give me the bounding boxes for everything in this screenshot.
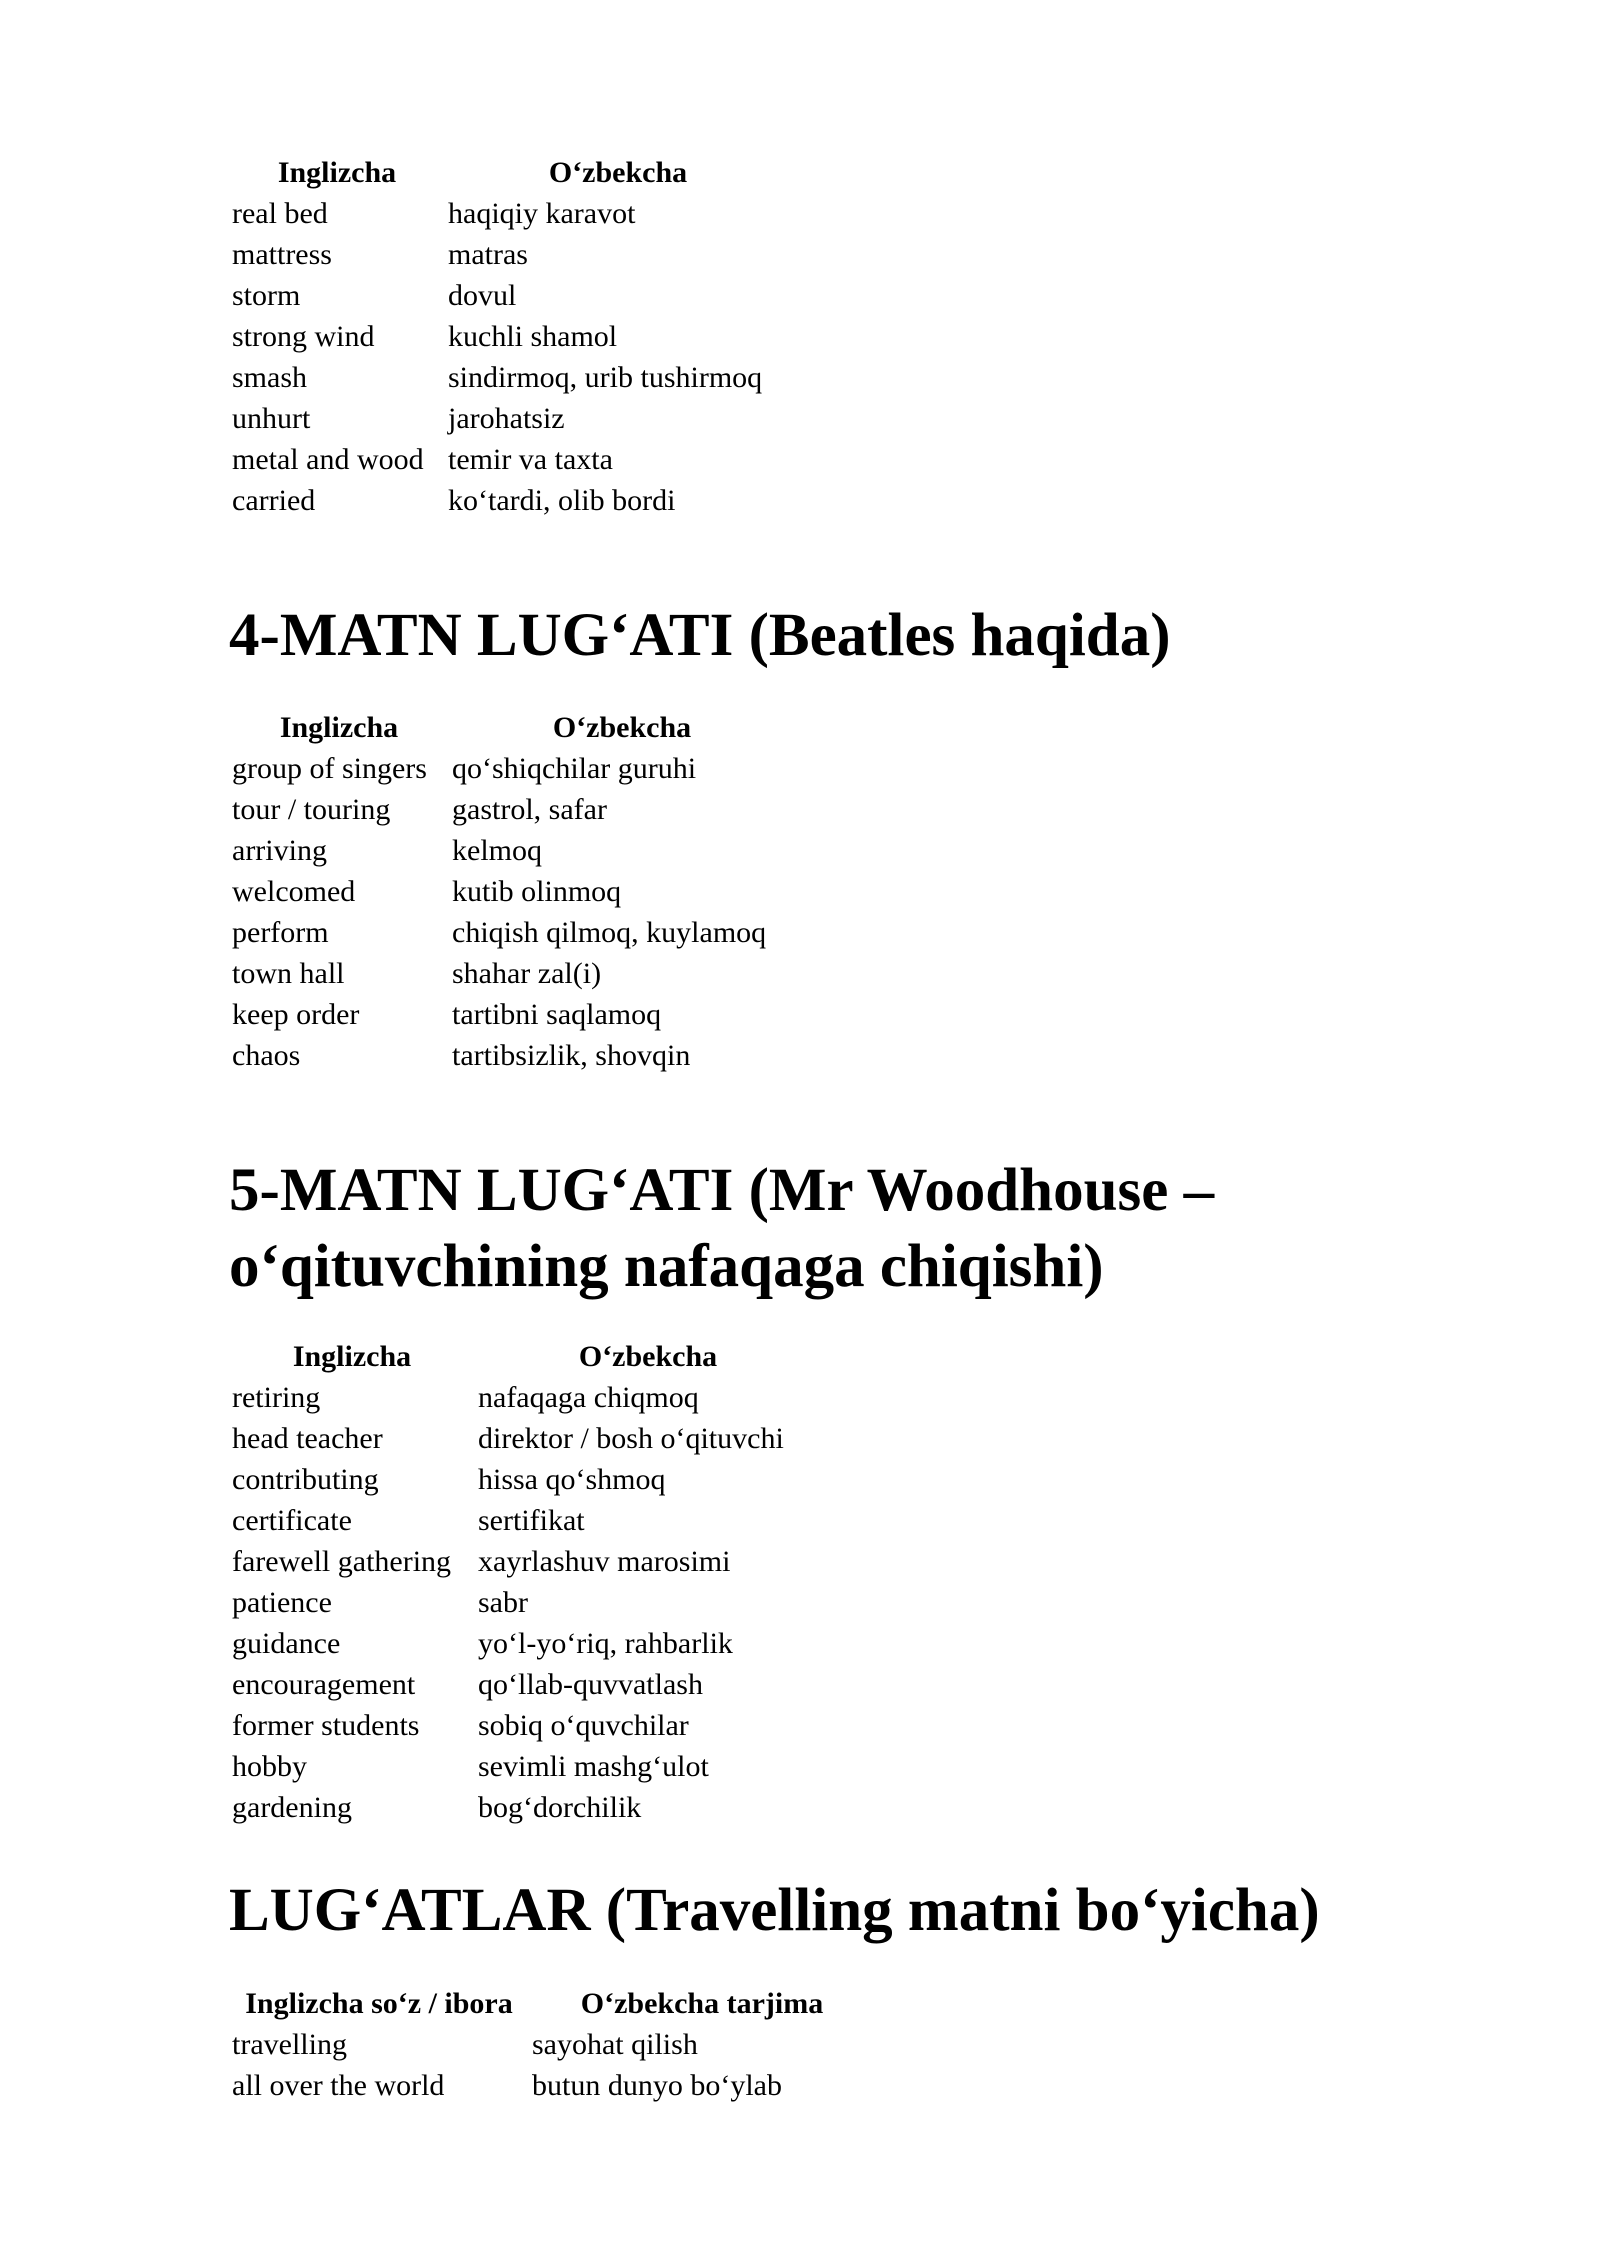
table-row: [229, 789, 795, 830]
english-term: storm: [232, 279, 301, 312]
table-row: [229, 994, 795, 1035]
uzbek-term: sayohat qilish: [532, 2028, 698, 2061]
uzbek-term: ko‘tardi, olib bordi: [448, 484, 676, 517]
vocab-table-3: [229, 152, 791, 521]
table-row: [229, 1705, 821, 1746]
uzbek-term: sabr: [478, 1586, 528, 1619]
english-term: town hall: [232, 957, 345, 990]
uzbek-term: qo‘llab-quvvatlash: [478, 1668, 703, 1701]
table-row: [229, 2065, 875, 2106]
section-heading-5: 5-MATN LUG‘ATI (Mr Woodhouse – o‘qituvchining nafaqaga chiqishi): [229, 1157, 1215, 1300]
section-heading-6: LUG‘ATLAR (Travelling matni bo‘yicha): [229, 1877, 1320, 1944]
english-term: farewell gathering: [232, 1545, 452, 1578]
section-heading-4: 4-MATN LUG‘ATI (Beatles haqida): [229, 602, 1171, 669]
vocab-table-5: [229, 1336, 821, 1828]
column-header-english: Inglizcha so‘z / ibora: [245, 1987, 513, 2020]
table-row: [229, 193, 791, 234]
table-row: [229, 748, 795, 789]
english-term: travelling: [232, 2028, 347, 2061]
uzbek-term: yo‘l-yo‘riq, rahbarlik: [478, 1627, 733, 1660]
table-row: [229, 234, 791, 275]
vocab-table-6: [229, 1983, 875, 2106]
table-row: [229, 1035, 795, 1076]
uzbek-term: haqiqiy karavot: [448, 197, 636, 230]
column-header-uzbek: O‘zbekcha: [548, 156, 688, 189]
english-term: group of singers: [232, 752, 427, 785]
uzbek-term: shahar zal(i): [452, 957, 602, 990]
table-row: [229, 1377, 821, 1418]
uzbek-term: temir va taxta: [448, 443, 613, 476]
english-term: metal and wood: [232, 443, 424, 476]
english-term: carried: [232, 484, 316, 517]
english-term: all over the world: [232, 2069, 445, 2102]
table-row: [229, 439, 791, 480]
table-header-row: [229, 1336, 821, 1377]
english-term: keep order: [232, 998, 360, 1031]
english-term: patience: [232, 1586, 332, 1619]
uzbek-term: tartibsizlik, shovqin: [452, 1039, 691, 1072]
english-term: chaos: [232, 1039, 301, 1072]
english-term: certificate: [232, 1504, 352, 1537]
table-row: [229, 1746, 821, 1787]
uzbek-term: nafaqaga chiqmoq: [478, 1381, 699, 1414]
table-row: [229, 1500, 821, 1541]
table-row: [229, 398, 791, 439]
english-term: tour / touring: [232, 793, 391, 826]
english-term: mattress: [232, 238, 332, 271]
uzbek-term: matras: [448, 238, 528, 271]
uzbek-term: chiqish qilmoq, kuylamoq: [452, 916, 767, 949]
table-row: [229, 1459, 821, 1500]
table-row: [229, 1418, 821, 1459]
uzbek-term: sertifikat: [478, 1504, 585, 1537]
english-term: encouragement: [232, 1668, 416, 1701]
table-row: [229, 480, 791, 521]
english-term: hobby: [232, 1750, 307, 1783]
uzbek-term: direktor / bosh o‘qituvchi: [478, 1422, 784, 1455]
uzbek-term: kelmoq: [452, 834, 542, 867]
english-term: welcomed: [232, 875, 356, 908]
uzbek-term: sevimli mashg‘ulot: [478, 1750, 709, 1783]
table-row: [229, 830, 795, 871]
vocab-table-4: [229, 707, 795, 1076]
uzbek-term: kutib olinmoq: [452, 875, 622, 908]
table-row: [229, 1787, 821, 1828]
table-header-row: [229, 1983, 875, 2024]
uzbek-term: xayrlashuv marosimi: [478, 1545, 731, 1578]
uzbek-term: butun dunyo bo‘ylab: [532, 2069, 782, 2102]
uzbek-term: jarohatsiz: [448, 402, 565, 435]
table-row: [229, 1623, 821, 1664]
uzbek-term: gastrol, safar: [452, 793, 607, 826]
uzbek-term: sobiq o‘quvchilar: [478, 1709, 689, 1742]
column-header-uzbek: O‘zbekcha tarjima: [580, 1987, 824, 2020]
english-term: real bed: [232, 197, 328, 230]
english-term: contributing: [232, 1463, 379, 1496]
english-term: strong wind: [232, 320, 375, 353]
column-header-english: Inglizcha: [277, 156, 397, 189]
table-header-row: [229, 152, 791, 193]
table-row: [229, 2024, 875, 2065]
table-row: [229, 275, 791, 316]
table-row: [229, 1541, 821, 1582]
english-term: smash: [232, 361, 307, 394]
english-term: former students: [232, 1709, 420, 1742]
table-row: [229, 912, 795, 953]
english-term: perform: [232, 916, 329, 949]
column-header-english: Inglizcha: [279, 711, 399, 744]
table-row: [229, 1664, 821, 1705]
english-term: arriving: [232, 834, 327, 867]
uzbek-term: tartibni saqlamoq: [452, 998, 662, 1031]
english-term: guidance: [232, 1627, 341, 1660]
english-term: head teacher: [232, 1422, 383, 1455]
table-row: [229, 357, 791, 398]
uzbek-term: bog‘dorchilik: [478, 1791, 642, 1824]
column-header-uzbek: O‘zbekcha: [552, 711, 692, 744]
english-term: retiring: [232, 1381, 321, 1414]
uzbek-term: qo‘shiqchilar guruhi: [452, 752, 697, 785]
uzbek-term: kuchli shamol: [448, 320, 618, 353]
uzbek-term: dovul: [448, 279, 517, 312]
english-term: unhurt: [232, 402, 311, 435]
table-row: [229, 871, 795, 912]
uzbek-term: sindirmoq, urib tushirmoq: [448, 361, 763, 394]
table-row: [229, 1582, 821, 1623]
column-header-uzbek: O‘zbekcha: [578, 1340, 718, 1373]
column-header-english: Inglizcha: [292, 1340, 412, 1373]
table-header-row: [229, 707, 795, 748]
uzbek-term: hissa qo‘shmoq: [478, 1463, 666, 1496]
table-row: [229, 316, 791, 357]
table-row: [229, 953, 795, 994]
english-term: gardening: [232, 1791, 352, 1824]
